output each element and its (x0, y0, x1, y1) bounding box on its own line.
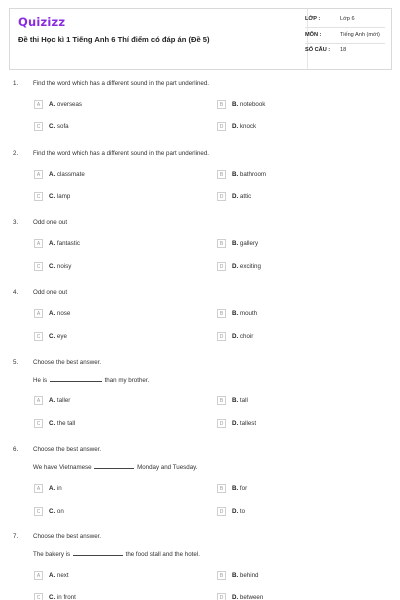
option-text: the tall (56, 420, 76, 427)
brand-logo: Quizizz (18, 15, 66, 29)
sentence-start: He is (33, 377, 48, 384)
option-text: tall (239, 397, 248, 404)
option-box: B (217, 396, 226, 405)
option-text: for (239, 485, 248, 492)
question-number: 4. (13, 289, 19, 296)
option-box: D (217, 419, 226, 428)
option-letter: C. (49, 420, 56, 427)
question-prompt: Odd one out (33, 289, 68, 296)
option-letter: A. (49, 240, 56, 247)
option-letter: B. (232, 310, 239, 317)
option-text: mouth (239, 310, 258, 317)
option-box: B (217, 170, 226, 179)
meta-value: Tiếng Anh (mới) (340, 32, 380, 38)
meta-separator (305, 27, 385, 28)
option-letter: C. (49, 594, 56, 600)
option-letter: D. (232, 420, 239, 427)
option-letter: B. (232, 397, 239, 404)
sentence-end: than my brother. (104, 377, 150, 384)
option-box: B (217, 571, 226, 580)
answer-blank (73, 550, 123, 556)
question-sentence (33, 376, 149, 384)
question-number: 6. (13, 446, 19, 453)
question-number: 3. (13, 219, 19, 226)
question-sentence (33, 550, 200, 558)
question-number: 1. (13, 80, 19, 87)
option-box: A (34, 170, 43, 179)
option-letter: B. (232, 485, 239, 492)
option-text: notebook (239, 101, 266, 108)
option-box: C (34, 122, 43, 131)
option-text: fantastic (56, 240, 80, 247)
option-text: attic (239, 193, 252, 200)
option-text: to (239, 508, 246, 515)
meta-label: MÔN : (305, 32, 322, 38)
option-box: D (217, 332, 226, 341)
option-box: D (217, 122, 226, 131)
option-box: C (34, 593, 43, 600)
option-text: eye (56, 333, 67, 340)
option-text: lamp (56, 193, 71, 200)
option-box: D (217, 192, 226, 201)
worksheet-header (9, 8, 392, 70)
meta-label: LỚP : (305, 16, 321, 22)
sentence-start: The bakery is (33, 551, 71, 558)
option-text: gallery (239, 240, 259, 247)
option-text: between (239, 594, 264, 600)
question-number: 5. (13, 359, 19, 366)
option-box: A (34, 309, 43, 318)
option-box: B (217, 239, 226, 248)
option-text: nose (56, 310, 71, 317)
option-letter: B. (232, 171, 239, 178)
option-box: D (217, 593, 226, 600)
question-prompt: Choose the best answer. (33, 533, 102, 540)
option-box: A (34, 571, 43, 580)
option-box: D (217, 507, 226, 516)
option-box: D (217, 262, 226, 271)
option-text: taller (56, 397, 71, 404)
sentence-end: the food stall and the hotel. (125, 551, 200, 558)
sentence-start: We have Vietnamese (33, 464, 92, 471)
answer-blank (94, 463, 134, 469)
option-letter: B. (232, 101, 239, 108)
option-box: A (34, 239, 43, 248)
answer-blank (50, 376, 102, 382)
option-letter: C. (49, 123, 56, 130)
option-letter: A. (49, 397, 56, 404)
option-text: overseas (56, 101, 83, 108)
option-text: knock (239, 123, 257, 130)
option-text: behind (239, 572, 259, 579)
option-text: choir (239, 333, 254, 340)
option-box: C (34, 332, 43, 341)
option-text: noisy (56, 263, 72, 270)
option-text: in (56, 485, 62, 492)
option-text: sofa (56, 123, 69, 130)
option-box: C (34, 419, 43, 428)
meta-separator (305, 43, 385, 44)
option-letter: D. (232, 594, 239, 600)
option-letter: D. (232, 263, 239, 270)
option-text: classmate (56, 171, 85, 178)
option-box: A (34, 100, 43, 109)
option-letter: A. (49, 101, 56, 108)
option-letter: A. (49, 310, 56, 317)
option-box: A (34, 484, 43, 493)
question-number: 2. (13, 150, 19, 157)
option-letter: B. (232, 240, 239, 247)
option-text: on (56, 508, 64, 515)
option-text: tallest (239, 420, 257, 427)
option-box: B (217, 309, 226, 318)
option-box: C (34, 192, 43, 201)
question-sentence (33, 463, 198, 471)
option-letter: D. (232, 193, 239, 200)
option-box: B (217, 100, 226, 109)
option-box: C (34, 507, 43, 516)
option-letter: A. (49, 572, 56, 579)
option-box: C (34, 262, 43, 271)
question-prompt: Find the word which has a different sound in the part underlined. (33, 80, 209, 87)
option-letter: A. (49, 485, 56, 492)
question-prompt: Find the word which has a different sound in the part underlined. (33, 150, 209, 157)
option-letter: C. (49, 333, 56, 340)
meta-label: SỐ CÂU : (305, 47, 331, 53)
option-letter: D. (232, 333, 239, 340)
option-box: A (34, 396, 43, 405)
option-letter: C. (49, 508, 56, 515)
option-letter: D. (232, 508, 239, 515)
option-text: exciting (239, 263, 261, 270)
option-letter: D. (232, 123, 239, 130)
option-letter: B. (232, 572, 239, 579)
option-letter: A. (49, 171, 56, 178)
sentence-end: Monday and Tuesday. (137, 464, 198, 471)
option-text: next (56, 572, 69, 579)
question-prompt: Odd one out (33, 219, 68, 226)
option-text: bathroom (239, 171, 267, 178)
worksheet-title: Đề thi Học kì 1 Tiếng Anh 6 Thí điểm có đáp án (Đề 5) (18, 35, 210, 44)
meta-value: 18 (340, 47, 347, 53)
question-prompt: Choose the best answer. (33, 359, 102, 366)
question-number: 7. (13, 533, 19, 540)
option-text: in front (56, 594, 76, 600)
question-prompt: Choose the best answer. (33, 446, 102, 453)
option-letter: C. (49, 193, 56, 200)
option-box: B (217, 484, 226, 493)
meta-value: Lớp 6 (340, 16, 355, 22)
option-letter: C. (49, 263, 56, 270)
